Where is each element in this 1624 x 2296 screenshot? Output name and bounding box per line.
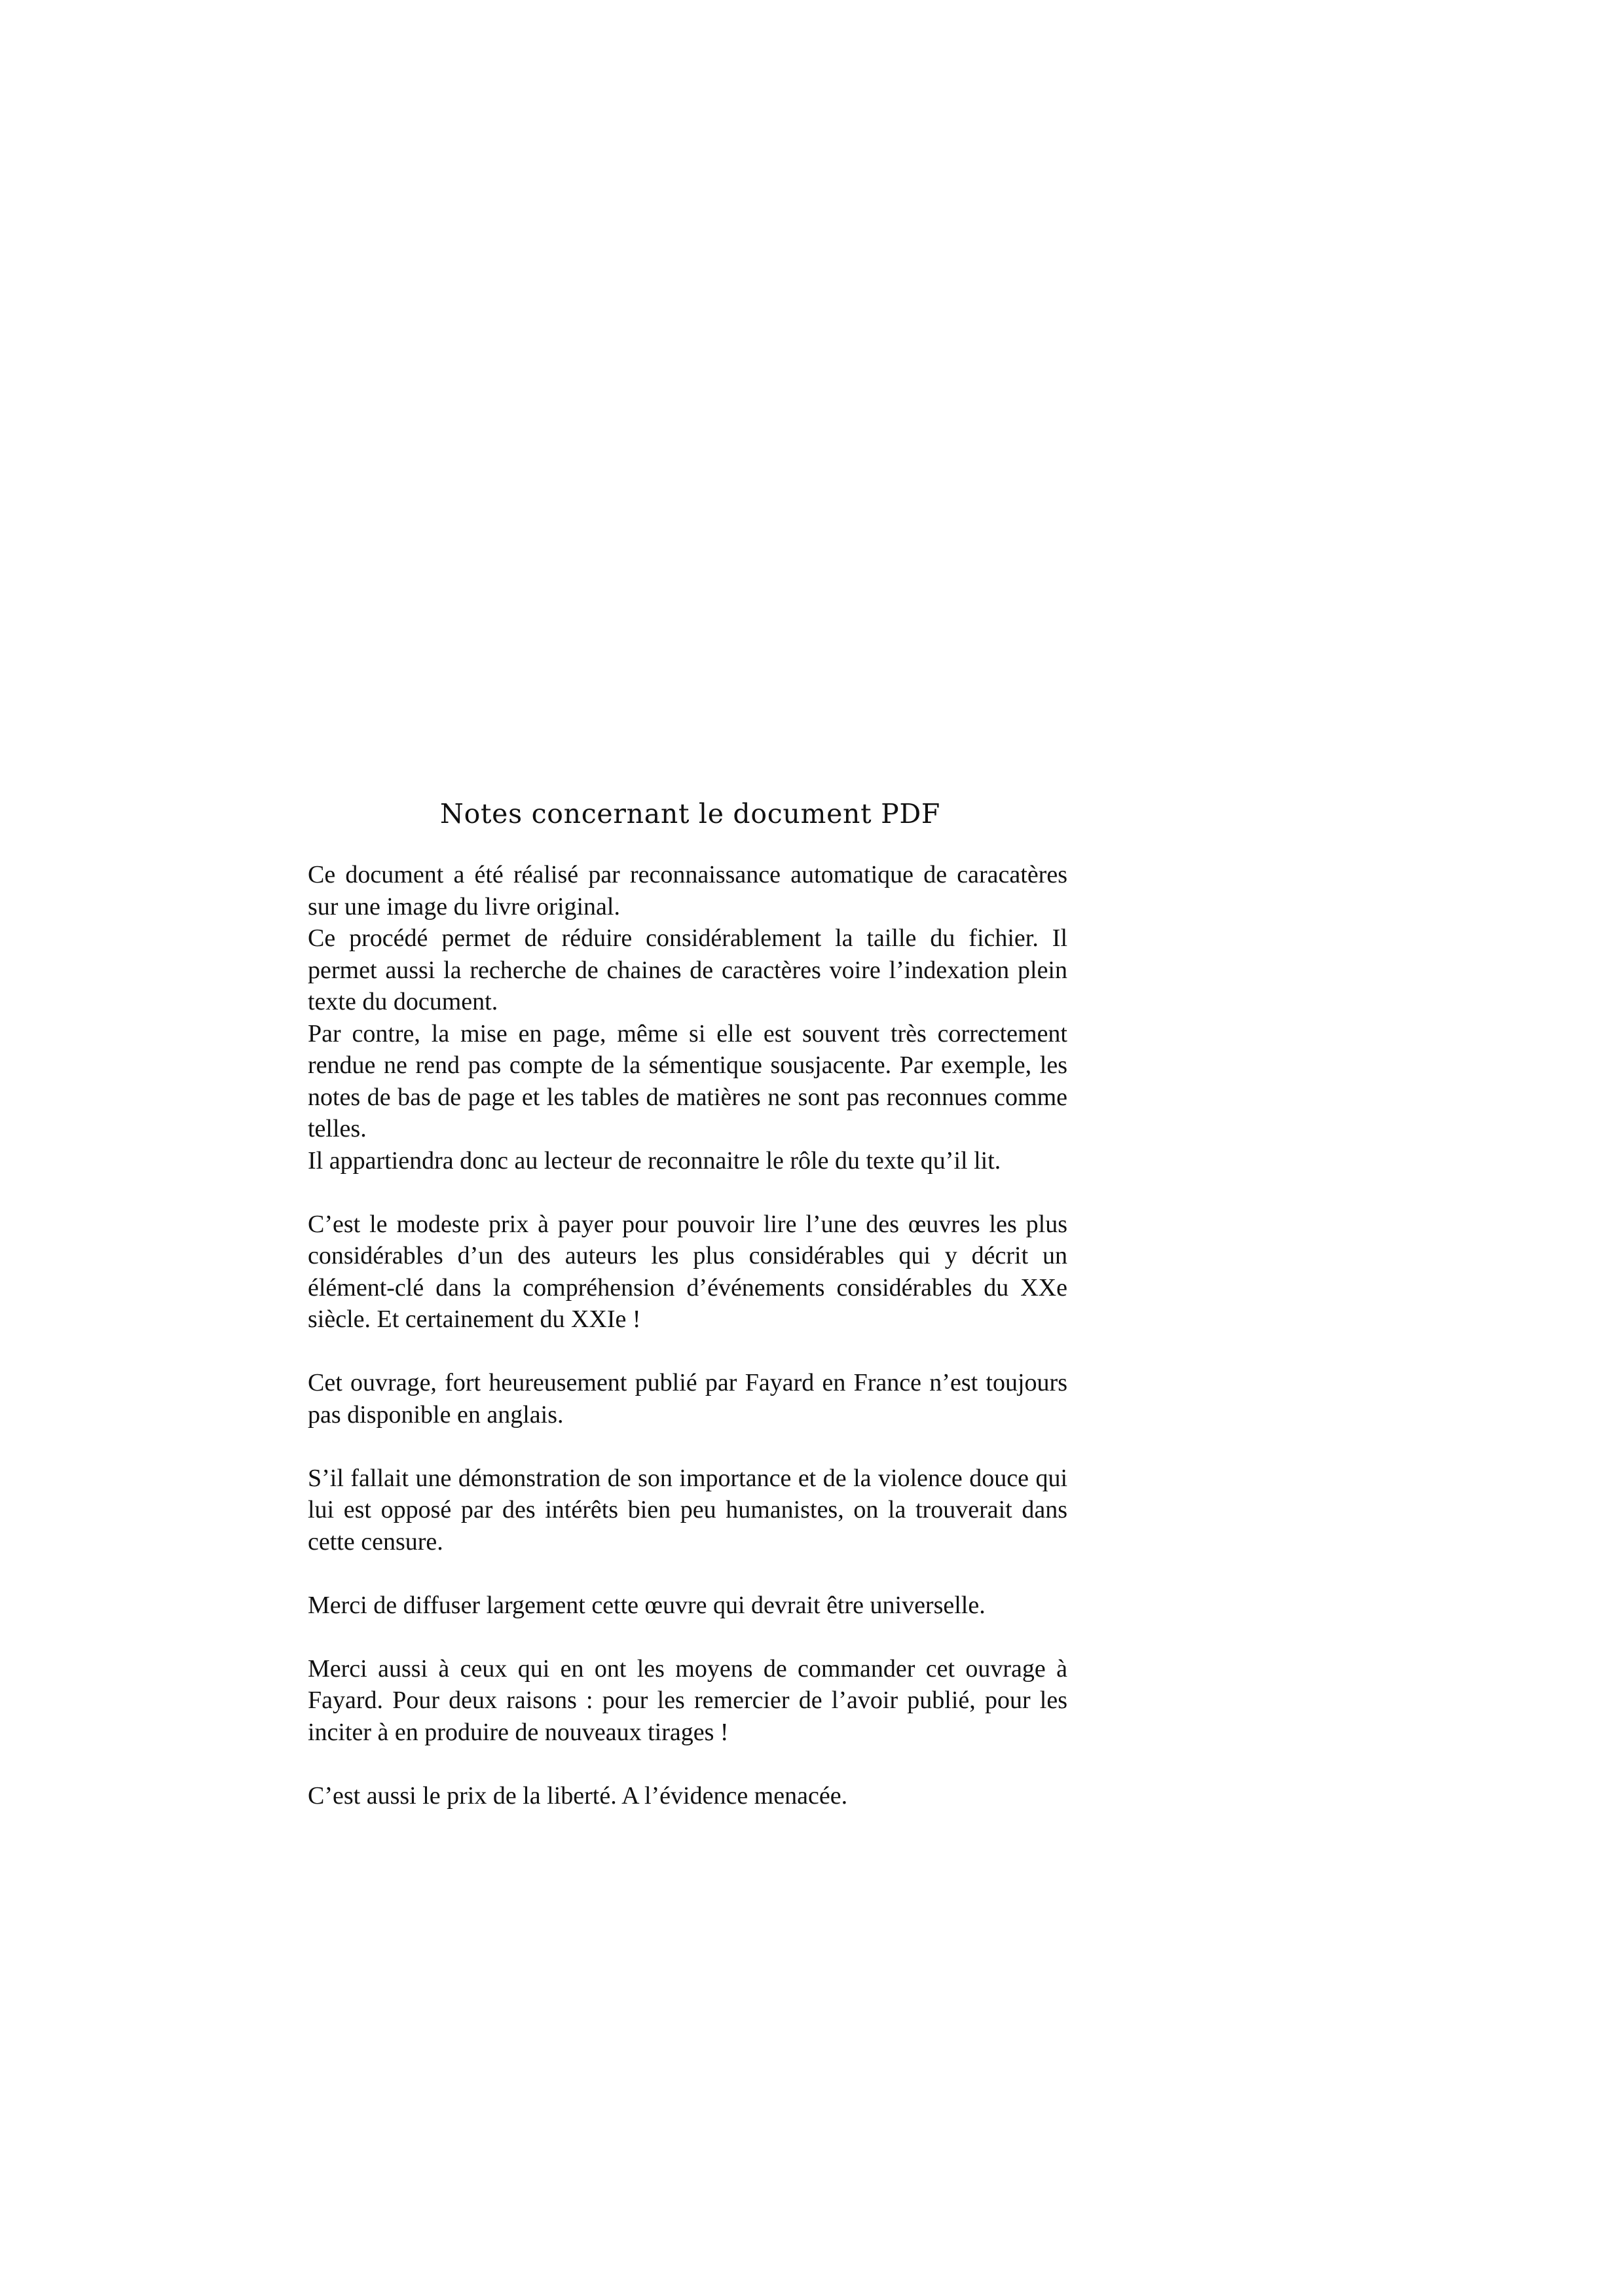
file-size-sentence: Ce procédé permet de réduire considérablement la taille du fichier. Il permet aussi la recherche de chaines de caractères voire l’indexation plein texte du document. [308, 924, 1067, 1015]
censorship-sentence: S’il fallait une démonstration de son importance et de la violence douce qui lui est opposé par des intérêts bien peu humanistes, on la trouverait dans cette censure. [308, 1464, 1067, 1556]
reader-role-sentence: Il appartiendra donc au lecteur de reconnaitre le rôle du texte qu’il lit. [308, 1146, 1001, 1175]
notes-paragraph-english-availability [308, 1367, 1067, 1430]
notes-paragraph-share [308, 1590, 1067, 1622]
liberty-sentence: C’est aussi le prix de la liberté. A l’évidence menacée. [308, 1781, 848, 1810]
notes-body [308, 859, 1067, 1812]
english-availability-sentence: Cet ouvrage, fort heureusement publié par Fayard en France n’est toujours pas disponible en anglais. [308, 1369, 1067, 1429]
page-title: Notes concernant le document PDF [440, 798, 941, 829]
notes-paragraph-order [308, 1653, 1067, 1749]
notes-paragraph-price [308, 1209, 1067, 1336]
order-sentence: Merci aussi à ceux qui en ont les moyens de commander cet ouvrage à Fayard. Pour deux raisons : pour les remercier de l’avoir publié, pour les inciter à en produire de nouveaux tirages ! [308, 1654, 1067, 1746]
layout-limitations-sentence: Par contre, la mise en page, même si elle est souvent très correctement rendue ne rend pas compte de la sémentique sousjacente. Par exemple, les notes de bas de page et les tables de matières ne sont pas reconnues comme telles. [308, 1019, 1067, 1142]
notes-paragraph-censorship [308, 1463, 1067, 1558]
modest-price-sentence: C’est le modeste prix à payer pour pouvoir lire l’une des œuvres les plus considérables d’un des auteurs les plus considérables qui y décrit un élément-clé dans la compréhension d’événements considérables du XXe siècle. Et certainement du XXIe ! [308, 1210, 1067, 1333]
ocr-origin-sentence: Ce document a été réalisé par reconnaissance automatique de caracatères sur une image du livre original. [308, 861, 1067, 920]
notes-paragraph-ocr-explanation [308, 859, 1067, 1176]
notes-paragraph-liberty [308, 1780, 1067, 1812]
share-sentence: Merci de diffuser largement cette œuvre qui devrait être universelle. [308, 1591, 986, 1619]
